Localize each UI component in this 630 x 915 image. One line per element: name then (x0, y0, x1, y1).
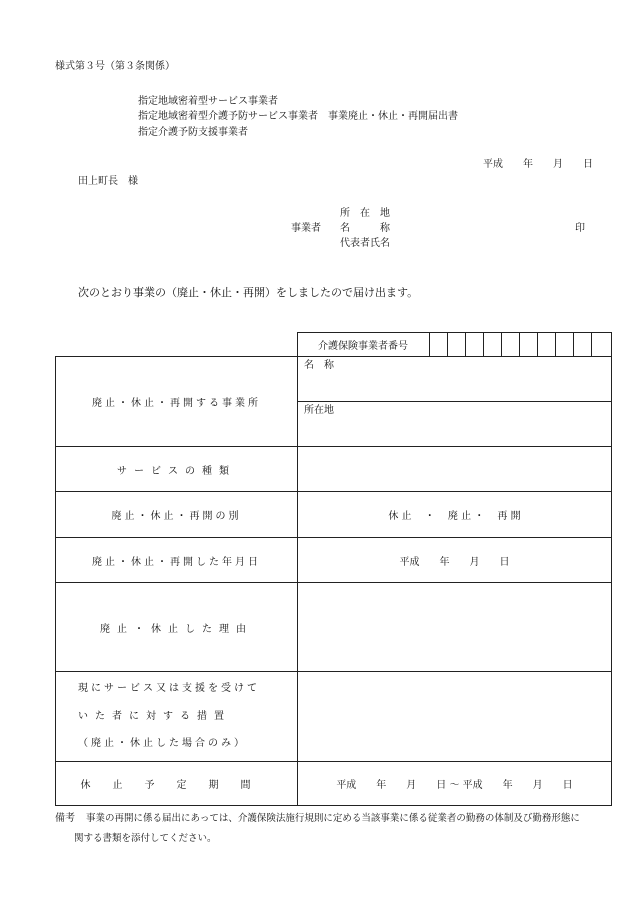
period-label: 休止予定期間 (80, 780, 273, 791)
seal-mark: 印 (575, 223, 585, 234)
insurer-number-digit[interactable] (448, 333, 465, 356)
insurer-number-digit[interactable] (574, 333, 591, 356)
insurer-number-digit[interactable] (466, 333, 483, 356)
applicant-label: 事業者 (291, 223, 321, 234)
applicant-address-label: 所 在 地 (340, 208, 390, 219)
office-address-label: 所在地 (304, 405, 334, 416)
reason-field[interactable] (300, 586, 608, 668)
addressee: 田上町長 様 (78, 176, 138, 187)
measures-label-line-1: 現にサービス又は支援を受けて (78, 683, 260, 694)
date-label: 廃止・休止・再開した年月日 (92, 556, 261, 568)
intro-text: 次のとおり事業の（廃止・休止・再開）をしましたので届け出ます。 (78, 286, 419, 299)
measures-field[interactable] (300, 674, 608, 758)
representative-label: 代表者氏名 (340, 238, 390, 249)
measures-label-line-3: （廃止・休止した場合のみ） (78, 738, 247, 749)
measures-label-line-2: いた者に対する措置 (78, 711, 231, 722)
period-value[interactable]: 平成 年 月 日 ～ 平成 年 月 日 (336, 780, 573, 791)
remarks-line-2: 関する書類を添付してください。 (74, 833, 217, 844)
insurer-number-digit[interactable] (430, 333, 447, 356)
remarks-line-1: 事業の再開に係る届出にあっては、介護保険法施行規則に定める当該事業に係る従業者の勤務の体制及び勤務形態に (86, 813, 580, 824)
applicant-name-label: 名 称 (340, 223, 390, 234)
category-label: 廃止・休止・再開の別 (111, 511, 242, 522)
insurer-number-digit[interactable] (556, 333, 573, 356)
submission-date: 平成 年 月 日 (483, 159, 593, 170)
date-value[interactable]: 平成 年 月 日 (399, 556, 510, 568)
remarks-label: 備考 (55, 813, 75, 824)
insurer-number-label: 介護保険事業者番号 (318, 340, 408, 352)
title-line-1: 指定地域密着型サービス事業者 (138, 96, 278, 107)
title-line-3: 指定介護予防支援事業者 (138, 127, 248, 138)
office-address-field[interactable] (350, 407, 605, 441)
insurer-number-digit[interactable] (538, 333, 555, 356)
service-type-label: サービスの種類 (117, 465, 236, 477)
office-name-field[interactable] (350, 362, 605, 396)
form-number: 様式第３号（第３条関係） (55, 61, 175, 72)
insurer-number-digit[interactable] (484, 333, 501, 356)
office-name-label: 名 称 (304, 360, 334, 371)
service-type-field[interactable] (300, 450, 608, 488)
insurer-number-digit[interactable] (520, 333, 537, 356)
insurer-number-digit[interactable] (502, 333, 519, 356)
title-line-2: 指定地域密着型介護予防サービス事業者 事業廃止・休止・再開届出書 (138, 111, 458, 122)
insurer-number-digit[interactable] (592, 333, 611, 356)
office-label: 廃止・休止・再開する事業所 (92, 398, 261, 409)
reason-label: 廃止・休止した理由 (100, 623, 253, 635)
category-value[interactable]: 休 止 ・ 廃 止 ・ 再 開 (388, 511, 521, 522)
